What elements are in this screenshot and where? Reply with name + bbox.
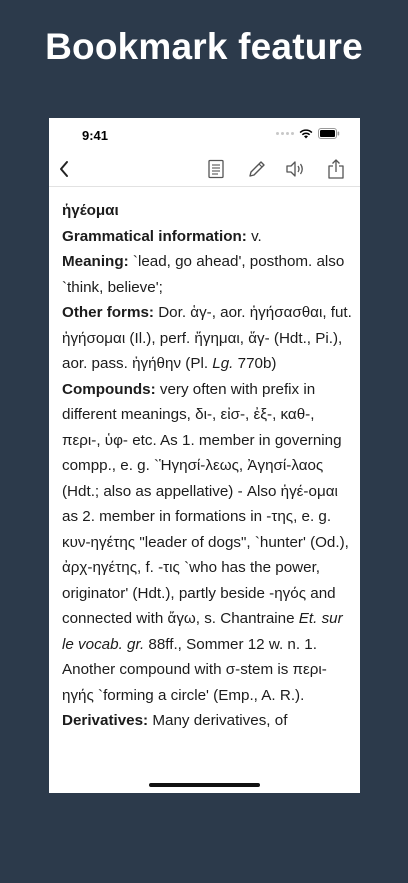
derivatives-section — [62, 708, 352, 734]
grammar-value: v. — [251, 227, 262, 245]
back-chevron-icon — [58, 160, 70, 178]
meaning-value: `lead, go ahead', posthom. also `think, believe'; — [62, 253, 345, 296]
headword: ἡγέομαι — [62, 202, 119, 219]
meaning-label: Meaning: — [62, 253, 129, 270]
compounds-label: Compounds: — [62, 380, 156, 398]
battery-icon — [318, 128, 340, 139]
status-bar — [49, 118, 360, 152]
pencil-icon — [247, 159, 267, 179]
status-icons — [276, 128, 340, 139]
derivatives-value: Many derivatives, of — [152, 712, 288, 729]
compounds-value: very often with prefix in different meanings, δι-, εἰσ-, ἐξ-, καθ-, περι-, ὑφ- etc. As 1. member in governing compp., e. g. `Ἡγησί-λεως, Ἀγησί-λαος (Hdt.; also as appellative) - Also ἡγέ-ομαι as 2. member in formations in -της, e. g. κυν-ηγέτης "leader of dogs", `hunter' (Od.), ἀρχ-ηγέτης, f. -τις `who has the power, originator' (Hdt.), partly beside -ηγός and connected with ἄγω, s. Chantraine — [62, 380, 349, 627]
forms-section — [62, 300, 352, 377]
speaker-icon — [285, 160, 305, 178]
grammar-section — [62, 224, 352, 250]
status-time: 9:41 — [82, 128, 109, 143]
derivatives-label: Derivatives: — [62, 712, 149, 729]
phone-screen — [49, 118, 360, 793]
share-button[interactable] — [324, 157, 348, 181]
notes-button[interactable] — [204, 157, 228, 181]
toolbar — [49, 152, 360, 187]
share-icon — [327, 158, 345, 180]
dictionary-entry — [62, 198, 352, 734]
promo-title: Bookmark feature — [45, 26, 363, 67]
audio-button[interactable] — [283, 157, 307, 181]
forms-value: Dor. ἁγ-, aor. ἡγήσασθαι, fut. ἡγήσομαι (Il.), perf. ἥγημαι, ἅγ- (Hdt., Pi.), aor. pass. ἡγήθην (Pl. — [62, 304, 352, 372]
forms-value-end: 770b) — [237, 355, 277, 372]
home-indicator[interactable] — [149, 783, 260, 787]
compounds-section — [62, 377, 352, 709]
grammar-label: Grammatical information: — [62, 227, 247, 245]
wifi-icon — [299, 128, 313, 139]
forms-label: Other forms: — [62, 304, 154, 321]
cellular-signal-icon — [276, 132, 294, 135]
forms-reference: Lg. — [212, 355, 234, 372]
notes-icon — [208, 159, 224, 179]
meaning-section — [62, 249, 352, 300]
back-button[interactable] — [52, 157, 76, 181]
compounds-value-end: 88ff., Sommer 12 w. n. 1. Another compound with σ-stem is περι-ηγής `forming a circle' (Emp., A. R.). — [62, 635, 327, 704]
edit-button[interactable] — [245, 157, 269, 181]
compounds-reference: Et. sur le vocab. gr. — [62, 610, 343, 653]
